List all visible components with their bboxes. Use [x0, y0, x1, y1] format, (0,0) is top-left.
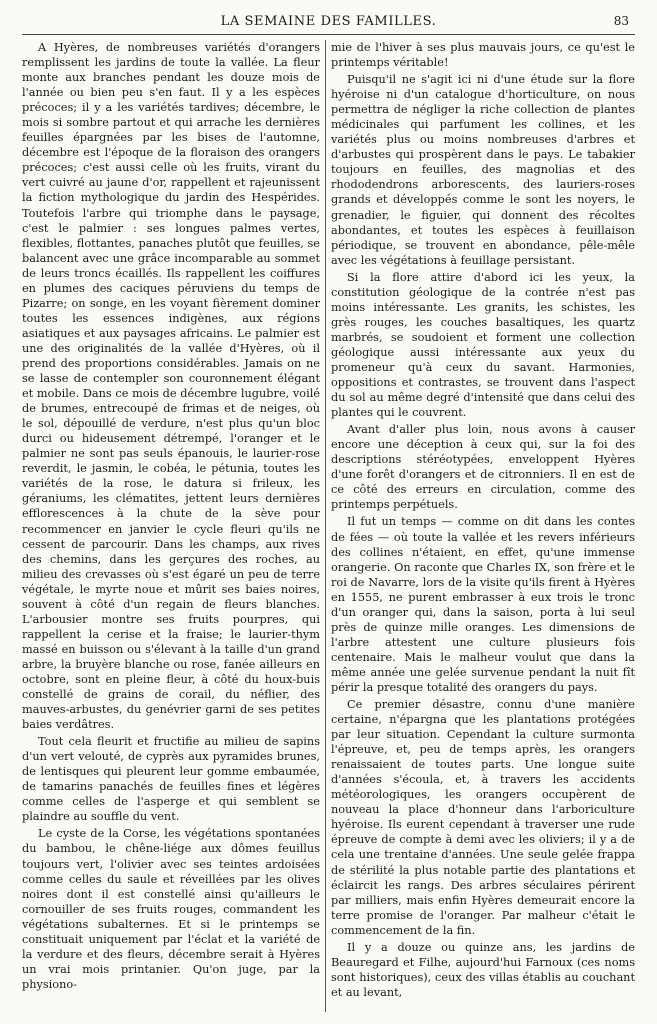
left-column: [22, 40, 320, 1015]
right-column: [331, 40, 635, 1015]
running-header: [22, 14, 635, 32]
paragraph: Il fut un temps — comme on dit dans les contes de fées — où toute la vallée et les revers inférieurs des collines n'étaient, en effet, qu'une immense orangerie. On raconte que Charles IX, son frère et le roi de Navarre, lors de la visite qu'ils firent à Hyères en 1555, ne purent embrasser à eux trois le tronc d'un oranger qui, dans la saison, porta à lui seul près de quinze mille oranges. Les dimensions de l'arbre attestent une culture plusieurs fois centenaire. Mais le malheur voulut que dans la même année une gelée survenue pendant la nuit fît périr la presque totalité des orangers du pays.: [331, 515, 635, 694]
paragraph-continuation: mie de l'hiver à ses plus mauvais jours, ce qu'est le printemps véritable!: [331, 41, 635, 70]
paragraph: Avant d'aller plus loin, nous avons à causer encore une déception à ceux qui, sur la foi des descriptions stéréotypées, enveloppent Hyères d'une forêt d'orangers et de citronniers. Il en est de ce côté des erreurs en circulation, comme des printemps perpétuels.: [331, 423, 635, 512]
header-rule: [22, 34, 635, 35]
paragraph: Ce premier désastre, connu d'une manière certaine, n'épargna que les plantations protégées par leur situation. Cependant la culture surmonta l'épreuve, et, peu de temps après, les orangers renaissaient de toutes parts. Une longue suite d'années s'écoula, et, à travers les accidents météorologiques, les orangers occupèrent de nouveau la place d'honneur dans l'arboriculture hyéroise. Ils eurent cependant à traverser une rude épreuve de compte à demi avec les oliviers; il y a de cela une trentaine d'années. Une seule gelée frappa de stérilité la plus notable partie des plantations et éclaircit les rangs. Des arbres séculaires périrent par milliers, mais enfin Hyères demeurait encore la terre promise de l'oranger. Par malheur c'était le commencement de la fin.: [331, 698, 635, 937]
column-divider: [325, 40, 326, 1012]
paragraph: Le cyste de la Corse, les végétations spontanées du bambou, le chêne-liége aux dômes feuillus toujours vert, l'olivier avec ses teintes ardoisées comme celles du saule et réveillées par les olives noires dont il est constellé ainsi qu'ailleurs le cornouiller de ses fruits rouges, commandent les végétations subalternes. Et si le printemps se constituait uniquement par l'éclat et la variété de la verdure et des fleurs, décembre serait à Hyères un vrai mois printanier. Qu'on juge, par la physiono-: [22, 827, 320, 991]
paragraph: Puisqu'il ne s'agit ici ni d'une étude sur la flore hyéroise ni d'un catalogue d'horticulture, on nous permettra de négliger la riche collection de plantes médicinales qui parfument les collines, et les variétés plus ou moins nombreuses d'arbres et d'arbustes qui prospèrent dans le pays. Le tabakier toujours en feuilles, des magnolias et des rhododendrons arborescents, des lauriers-roses grands et développés comme le sont les noyers, le grenadier, le figuier, qui donnent des récoltes abondantes, et toutes les espèces à feuillaison périodique, se trouvent en abondance, pêle-mêle avec les végétations à feuillage persistant.: [331, 73, 635, 267]
paragraph: A Hyères, de nombreuses variétés d'orangers remplissent les jardins de toute la vallée. La fleur monte aux branches pendant les douze mois de l'année ou bien peu s'en faut. Il y a les espèces précoces; il y a les variétés tardives; décembre, le mois si sombre partout et qui arrache les dernières feuilles épargnées par les bises de l'automne, décembre est l'époque de la floraison des orangers précoces; c'est aussi celle où les fruits, virant du vert cuivré au jaune d'or, rappellent et rajeunissent la fiction mythologique du jardin des Hespérides. Toutefois l'arbre qui triomphe dans le paysage, c'est le palmier : ses longues palmes vertes, flexibles, flottantes, panaches plutôt que feuilles, se balancent avec une grâce incomparable au sommet de leurs troncs écaillés. Ils rappellent les coiffures en plumes des caciques péruviens du temps de Pizarre; on songe, en les voyant fièrement dominer toutes les essences indigènes, aux régions asiatiques et aux paysages africains. Le palmier est une des originalités de la vallée d'Hyères, où il prend des proportions considérables. Jamais on ne se lasse de contempler son couronnement élégant et mobile. Dans ce mois de décembre lugubre, voilé de brumes, entrecoupé de frimas et de neiges, où le sol, dépouillé de verdure, n'est plus qu'un bloc durci ou hideusement détrempé, l'oranger et le palmier ne sont pas seuls épanouis, le laurier-rose reverdit, le jasmin, le cobéa, le pétunia, toutes les variétés de la rose, le datura si frileux, les géraniums, les clématites, jettent leurs dernières efflorescences à la chute de la sève pour recommencer en janvier le cycle fleuri qu'ils ne cessent de parcourir. Dans les champs, aux rives des chemins, dans les gerçures des roches, au milieu des crevasses où s'est égaré un peu de terre végétale, le myrte noue et mûrit ses baies noires, souvent à côté d'un regain de fleurs blanches. L'arbousier montre ses fruits pourpres, qui rappellent la cerise et la fraise; le laurier-thym massé en buisson ou s'élevant à la taille d'un grand arbre, la bruyère blanche ou rose, fanée ailleurs en octobre, sont en pleine fleur, à côté du houx-buis constellé de grains de corail, du néflier, des mauves-arbustes, du genévrier garni de ses petites baies verdâtres.: [22, 41, 320, 732]
paragraph: Tout cela fleurit et fructifie au milieu de sapins d'un vert velouté, de cyprès aux pyramides brunes, de lentisques qui pleurent leur gomme embaumée, de tamarins panachés de feuilles fines et légères comme celles de l'asperge et qui semblent se plaindre au souffle du vent.: [22, 735, 320, 824]
journal-title: LA SEMAINE DES FAMILLES.: [220, 14, 437, 29]
paragraph: Si la flore attire d'abord ici les yeux, la constitution géologique de la contrée n'est pas moins intéressante. Les granits, les schistes, les grès rouges, les couches basaltiques, les quartz marbrés, se soudoient et forment une collection géologique aussi intéressante aux yeux du promeneur qu'à ceux du savant. Harmonies, oppositions et contrastes, se trouvent dans l'aspect du sol au même degré d'intensité que dans celui des plantes qui le couvrent.: [331, 270, 635, 420]
page-number: 83: [613, 14, 629, 28]
paragraph: Il y a douze ou quinze ans, les jardins de Beauregard et Filhe, aujourd'hui Farnoux (ces noms sont historiques), ceux des villas établis au couchant et au levant,: [331, 940, 635, 999]
